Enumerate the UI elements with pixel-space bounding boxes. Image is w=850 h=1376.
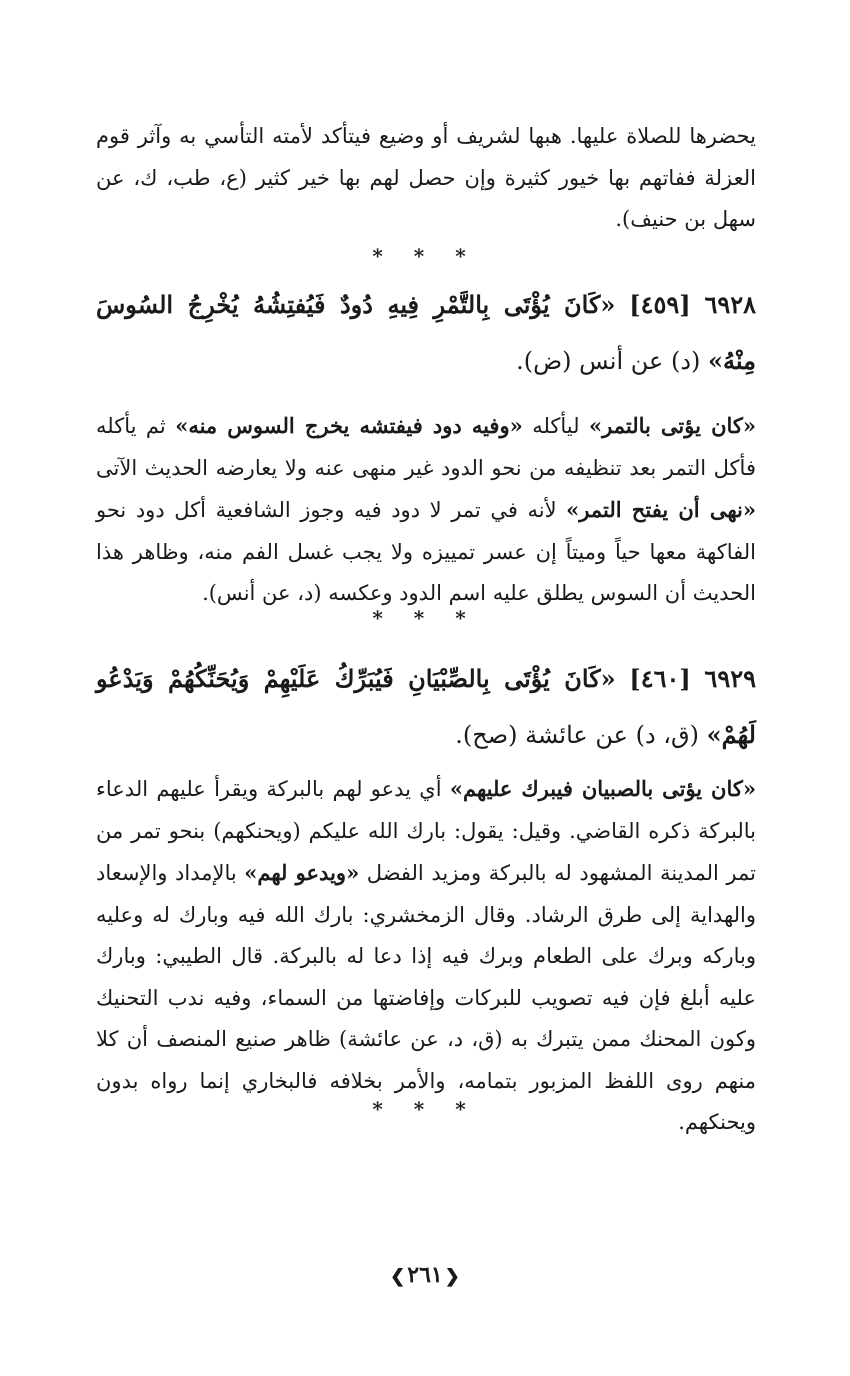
hadith-source: (ق، د) عن عائشة (صح). [455, 721, 699, 749]
commentary-6928 [96, 405, 756, 615]
paragraph-text: يحضرها للصلاة عليها. هبها لشريف أو وضيع فيتأكد لأمته التأسي به وآثر قوم العزلة ففاتهم بها خيور كثيرة وإن حصل لهم بها خير كثير (ع، طب، ك، عن سهل بن حنيف). [96, 124, 756, 231]
quoted-phrase: «كان يؤتى بالصبيان فيبرك عليهم» [449, 776, 756, 801]
hadith-text: «كَانَ يُؤْتَى بِالصِّبْيَانِ فَيُبَرِّكُ عَلَيْهِمْ وَيُحَنِّكُهُمْ وَيَدْعُو لَهُمْ» [96, 664, 756, 749]
hadith-number: ٦٩٢٨ [704, 290, 756, 319]
quoted-phrase: «كان يؤتى بالتمر» [589, 413, 757, 438]
commentary-6929 [96, 768, 756, 1144]
commentary-text: ثم يأكله فأكل التمر بعد تنظيفه من نحو الدود غير منهى عنه ولا يعارضه الحديث الآتى [96, 414, 756, 480]
hadith-reference: [٤٥٩] [629, 290, 691, 319]
commentary-text: لأنه في تمر لا دود فيه وجوز الشافعية أكل دود نحو الفاكهة معها حياً وميتاً إن عسر تمييزه ولا يجب غسل الفم منه، وظاهر هذا الحديث أن السوس يطلق عليه اسم الدود وعكسه (د، عن أنس). [96, 498, 756, 605]
ornament-icon: ❯ [390, 1266, 406, 1287]
quoted-phrase: «ويدعو لهم» [244, 860, 360, 885]
commentary-text: بالإمداد والإسعاد والهداية إلى طرق الرشاد. وقال الزمخشري: بارك الله فيه وبارك له وعليه وباركه وبرك على الطعام وبرك فيه إذا دعا له بالبركة. قال الطيبي: وبارك عليه أبلغ فإن فيه تصويب للبركات وإفاضتها من السماء، وفيه ندب التحنيك وكون المحنك ممن يتبرك به (ق، د، عن عائشة) ظاهر صنيع المنصف أن كلا منهم روى اللفظ المزبور بتمامه، والأمر بخلافه فالبخاري إنما رواه بدون ويحنكهم. [96, 861, 756, 1134]
section-separator: * * * [372, 1097, 478, 1121]
commentary-paragraph-continued [96, 116, 756, 241]
commentary-text: أي يدعو لهم بالبركة ويقرأ عليهم الدعاء بالبركة ذكره القاضي. وقيل: يقول: بارك الله عليكم (ويحنكهم) بنحو تمر من تمر المدينة المشهود له بالبركة ومزيد الفضل [96, 777, 756, 885]
hadith-number: ٦٩٢٩ [704, 664, 756, 693]
hadith-6929 [96, 651, 756, 763]
quoted-phrase: «نهى أن يفتح التمر» [566, 497, 757, 522]
hadith-text: «كَانَ يُؤْتَى بِالتَّمْرِ فِيهِ دُودٌ فَيُفتِشُهُ يُخْرِجُ السُوسَ مِنْهُ» [96, 290, 756, 375]
commentary-text: ليأكله [522, 414, 589, 438]
hadith-source: (د) عن أنس (ض). [516, 347, 701, 375]
section-separator: * * * [372, 244, 478, 268]
page-number: ٢٦١ [407, 1262, 443, 1288]
hadith-6928 [96, 277, 756, 389]
hadith-reference: [٤٦٠] [629, 664, 691, 693]
page-number-footer [0, 1262, 850, 1288]
quoted-phrase: «وفيه دود فيفتشه يخرج السوس منه» [175, 413, 523, 438]
section-separator: * * * [372, 606, 478, 630]
ornament-icon: ❮ [444, 1266, 460, 1287]
